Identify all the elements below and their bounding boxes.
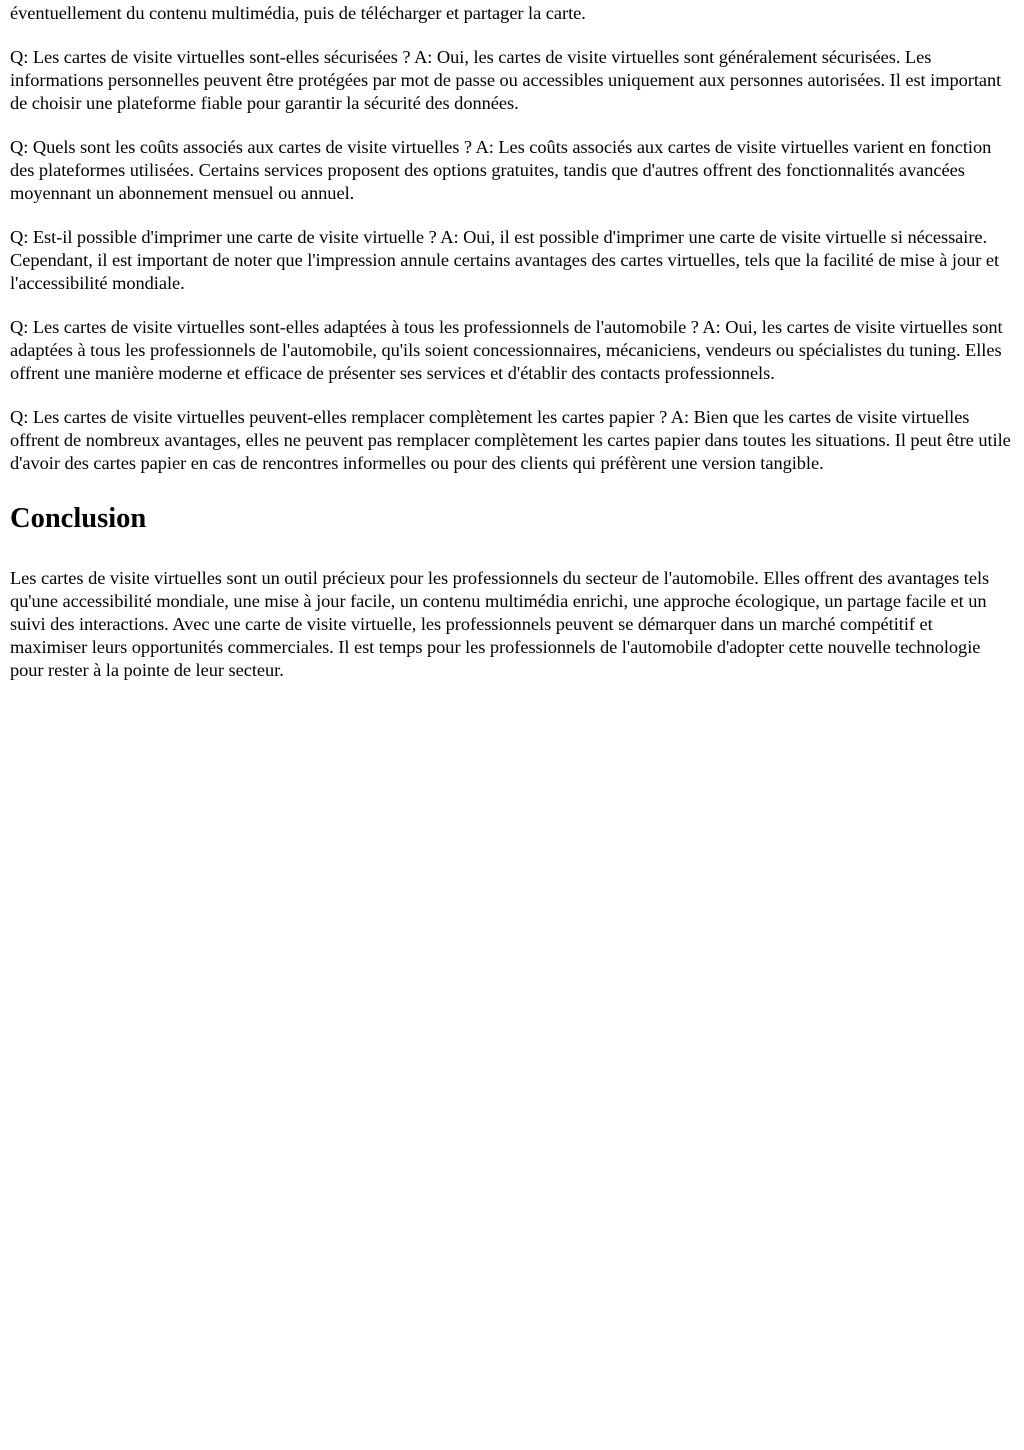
document-page — [0, 2, 1024, 682]
conclusion-heading: Conclusion — [10, 503, 147, 534]
faq-costs: Q: Quels sont les coûts associés aux cartes de visite virtuelles ? A: Les coûts associés aux cartes de visite virtuelles varient en fonction des plateformes utilisées. Certains services proposent des options gratuites, tandis que d'autres offrent des fonctionnalités avancées moyennant un abonnement mensuel ou annuel. — [10, 137, 992, 203]
faq-replace-paper-cards: Q: Les cartes de visite virtuelles peuvent-elles remplacer complètement les cartes papier ? A: Bien que les cartes de visite virtuelles offrent de nombreux avantages, elles ne peuvent pas remplacer complètement les cartes papier dans toutes les situations. Il peut être utile d'avoir des cartes papier en cas de rencontres informelles ou pour des clients qui préfèrent une version tangible. — [10, 407, 1011, 473]
intro-paragraph-fragment: éventuellement du contenu multimédia, puis de télécharger et partager la carte. — [10, 3, 586, 23]
faq-printing: Q: Est-il possible d'imprimer une carte de visite virtuelle ? A: Oui, il est possible d'imprimer une carte de visite virtuelle si nécessaire. Cependant, il est important de noter que l'impression annule certains avantages des cartes virtuelles, tels que la facilité de mise à jour et l'accessibilité mondiale. — [10, 227, 1000, 293]
conclusion-paragraph: Les cartes de visite virtuelles sont un outil précieux pour les professionnels du secteur de l'automobile. Elles offrent des avantages tels qu'une accessibilité mondiale, une mise à jour facile, un contenu multimédia enrichi, une approche écologique, un partage facile et un suivi des interactions. Avec une carte de visite virtuelle, les professionnels peuvent se démarquer dans un marché compétitif et maximiser leurs opportunités commerciales. Il est temps pour les professionnels de l'automobile d'adopter cette nouvelle technologie pour rester à la pointe de leur secteur. — [10, 568, 990, 680]
faq-automotive-professionals: Q: Les cartes de visite virtuelles sont-elles adaptées à tous les professionnels de l'automobile ? A: Oui, les cartes de visite virtuelles sont adaptées à tous les professionnels de l'automobile, qu'ils soient concessionnaires, mécaniciens, vendeurs ou spécialistes du tuning. Elles offrent une manière moderne et efficace de présenter ses services et d'établir des contacts professionnels. — [10, 317, 1003, 383]
faq-security: Q: Les cartes de visite virtuelles sont-elles sécurisées ? A: Oui, les cartes de visite virtuelles sont généralement sécurisées. Les informations personnelles peuvent être protégées par mot de passe ou accessibles uniquement aux personnes autorisées. Il est important de choisir une plateforme fiable pour garantir la sécurité des données. — [10, 47, 1002, 113]
